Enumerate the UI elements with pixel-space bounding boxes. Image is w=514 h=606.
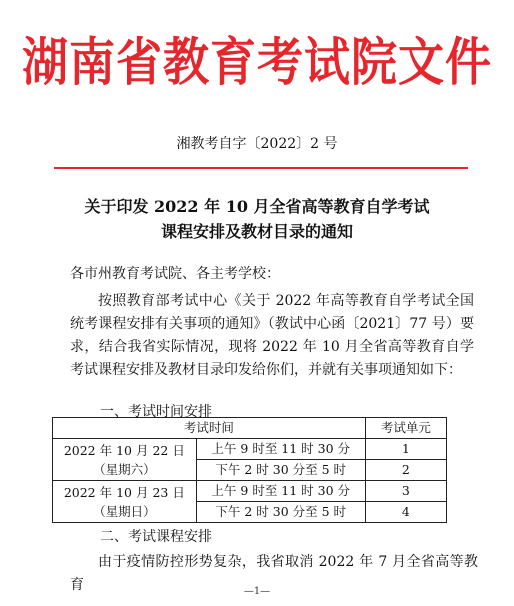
unit-cell: 1 [365,439,446,460]
time-slot-cell: 上午 9 时至 11 时 30 分 [196,481,365,502]
time-slot-cell: 上午 9 时至 11 时 30 分 [196,439,365,460]
date-cell [53,481,197,523]
issuer-header: 湖南省教育考试院文件 [22,31,492,93]
unit-cell: 4 [365,502,446,523]
red-divider [54,167,468,169]
weekday-text: （星期六） [93,461,156,477]
date-cell [53,439,197,481]
notice-title-line2: 课程安排及教材目录的通知 [160,222,353,241]
table-row [53,439,447,460]
body-paragraph: 按照教育部考试中心《关于 2022 年高等教育自学考试全国统考课程安排有关事项的通知》（教试中心函〔2021〕77 号）要求，结合我省实际情况，现将 2022 年 10 月全省高等教育自学考试课程安排及教材目录印发给你们，并就有关事项通知如下： [70,293,474,378]
document-number: 湘教考自字〔2022〕2 号 [176,136,338,152]
unit-cell: 2 [365,460,446,481]
section-heading-2: 二、考试课程安排 [100,529,212,545]
salutation: 各市州教育考试院、各主考学校： [70,266,280,282]
section-heading-1: 一、考试时间安排 [100,404,212,420]
table-header-row [53,418,447,439]
exam-schedule-table [52,417,447,523]
time-slot-cell: 下午 2 时 30 分至 5 时 [196,460,365,481]
header-exam-unit: 考试单元 [365,418,446,439]
notice-title-line1: 关于印发 2022 年 10 月全省高等教育自学考试 [84,197,430,216]
weekday-text: （星期日） [93,503,156,519]
header-exam-time: 考试时间 [53,418,366,439]
time-slot-cell: 下午 2 时 30 分至 5 时 [196,502,365,523]
date-text: 2022 年 10 月 23 日 [63,484,185,500]
date-text: 2022 年 10 月 22 日 [63,442,185,458]
closing-paragraph: 由于疫情防控形势复杂，我省取消 2022 年 7 月全省高等教育 [70,554,478,593]
unit-cell: 3 [365,481,446,502]
page-number: —1— [243,586,271,597]
table-row [53,481,447,502]
